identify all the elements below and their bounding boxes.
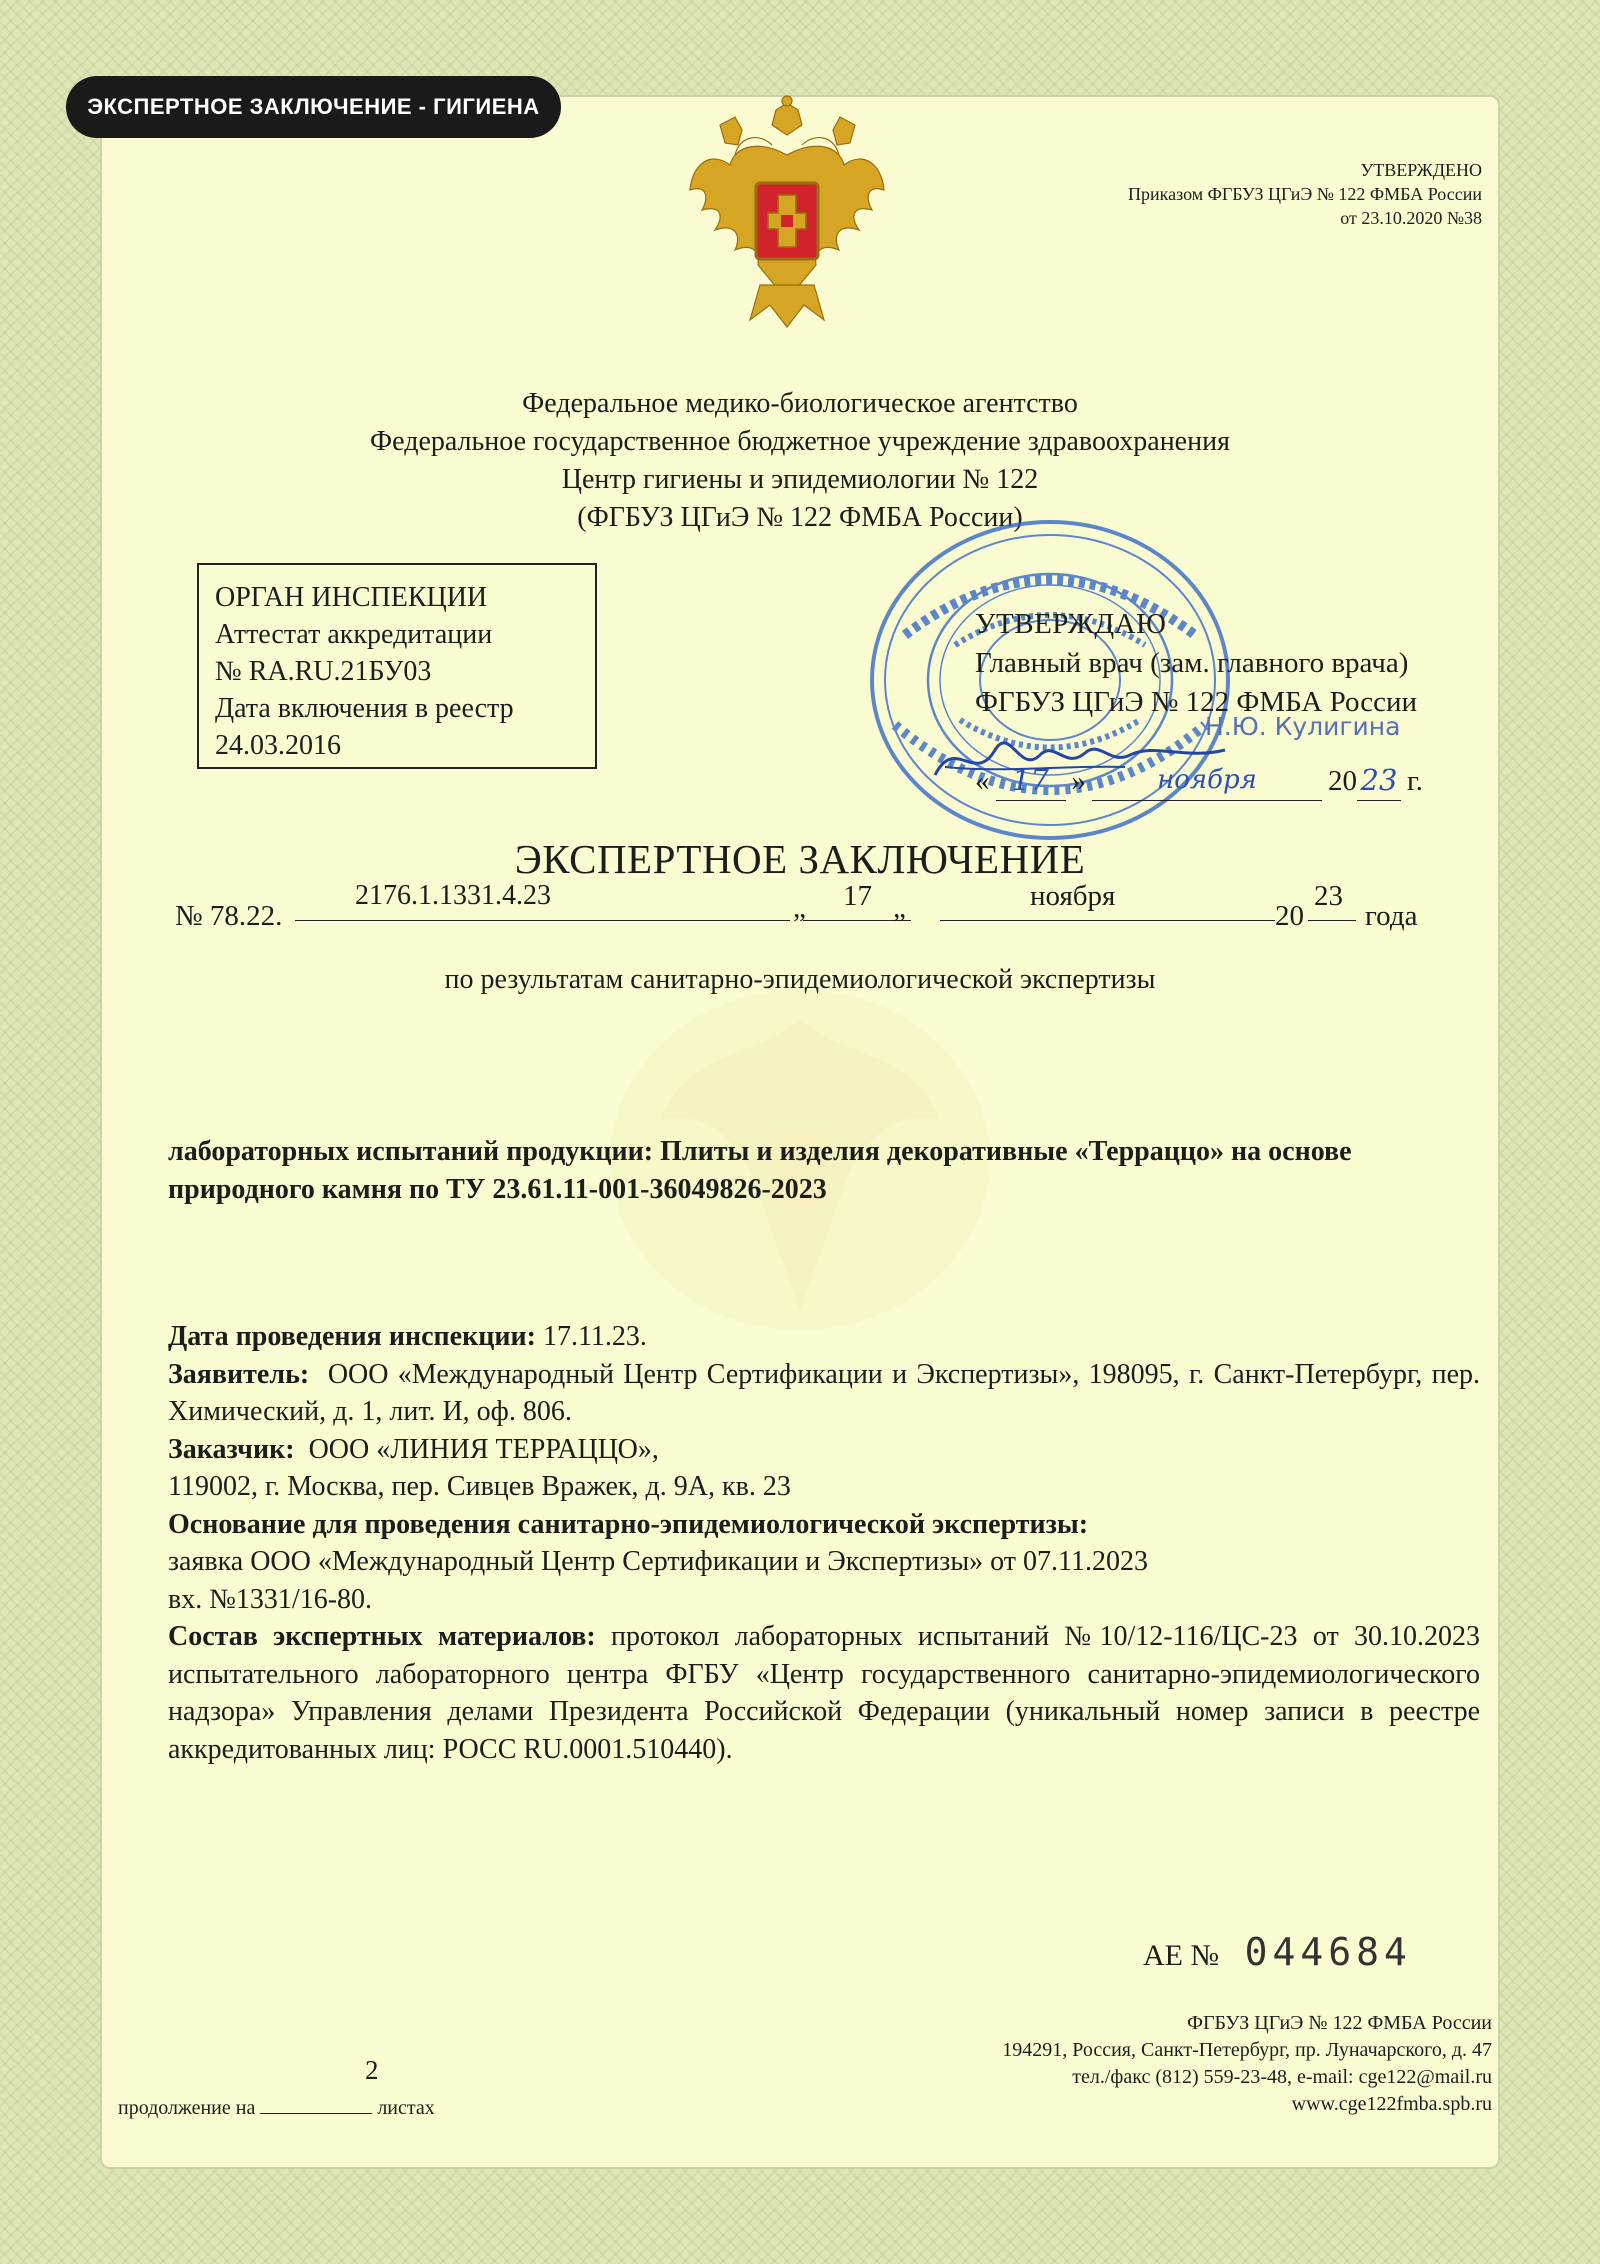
approve-position: Главный врач (зам. главного врача) [975,647,1409,679]
approval-order-line: Приказом ФГБУЗ ЦГиЭ № 122 ФМБА России [1128,184,1482,204]
inspection-date-value: 17.11.23. [542,1321,647,1352]
serial-label: АЕ № [1143,1939,1220,1972]
registry-date-label: Дата включения в реестр [215,693,514,724]
number-prefix: № 78.22. [175,900,283,932]
org-line-4: (ФГБУЗ ЦГиЭ № 122 ФМБА России) [577,502,1023,533]
approval-order-date: от 23.10.2020 №38 [1340,208,1482,228]
serial-value: 044684 [1244,1930,1412,1974]
document-day: 17 [843,880,872,912]
footer-phone-email: тел./факс (812) 559-23-48, e-mail: cge122@mail.ru [1072,2066,1492,2088]
org-line-2: Федеральное государственное бюджетное учреждение здравоохранения [370,426,1230,457]
footer-contacts [1002,2010,1492,2118]
inspection-body-box [197,563,597,769]
product-description: лабораторных испытаний продукции: Плиты и изделия декоративные «Терраццо» на основе природного камня по ТУ 23.61.11-001-36049826-2023 [168,1136,1352,1205]
basis-label: Основание для проведения санитарно-эпидемиологической экспертизы: [168,1508,1089,1540]
basis-value: заявка ООО «Международный Центр Сертификации и Экспертизы» от 07.11.2023 [168,1546,1148,1577]
footer-address: 194291, Россия, Санкт-Петербург, пр. Луначарского, д. 47 [1002,2039,1492,2061]
document-subtitle: по результатам санитарно-эпидемиологической экспертизы [444,964,1156,995]
document-year: 23 [1314,880,1343,912]
document-number-line [175,880,1435,940]
approve-quote-open: « [975,765,990,797]
accreditation-label: Аттестат аккредитации [215,619,493,650]
year-suffix: года [1365,900,1418,932]
applicant-label: Заявитель: [168,1358,310,1390]
approve-day: 17 [996,761,1066,801]
inspection-date-label: Дата проведения инспекции: [168,1321,536,1352]
continuation-pages: 2 [365,2055,379,2085]
materials-value: протокол лабораторных испытаний №10/12-116/ЦС-23 от 30.10.2023 испытательного лабораторного центра ФГБУ «Центр государственного санитарно-эпидемиологического надзора» Управления делами Президента Российской Федерации (уникальный номер записи в реестре аккредитованных лиц: РОСС RU.0001.510440). [168,1621,1480,1765]
continuation-suffix: листах [377,2097,435,2119]
document-type-badge: ЭКСПЕРТНОЕ ЗАКЛЮЧЕНИЕ - ГИГИЕНА [66,76,561,138]
approve-year: 23 [1357,761,1401,801]
approve-organization: ФГБУЗ ЦГиЭ № 122 ФМБА России [975,686,1417,718]
approve-year-suffix: г. [1407,765,1423,797]
customer-row [168,1431,1480,1469]
applicant-row [168,1356,1480,1431]
continuation-prefix: продолжение на [118,2097,256,2119]
accreditation-number: № RA.RU.21БУ03 [215,656,432,687]
approval-order-block [1128,158,1482,230]
basis-row [168,1506,1480,1544]
document-title: ЭКСПЕРТНОЕ ЗАКЛЮЧЕНИЕ [514,836,1086,882]
inspection-date-row [168,1318,1480,1356]
inspection-title: ОРГАН ИНСПЕКЦИИ [215,582,488,613]
document-month: ноября [1030,880,1116,912]
applicant-value: ООО «Международный Центр Сертификации и Экспертизы», 198095, г. Санкт-Петербург, пер. Химический, д. 1, лит. И, оф. 806. [168,1358,1481,1427]
customer-address: 119002, г. Москва, пер. Сивцев Вражек, д. 9А, кв. 23 [168,1471,791,1502]
basis-value-2: вх. №1331/16-80. [168,1583,373,1615]
approval-order-title: УТВЕРЖДЕНО [1360,160,1482,180]
signatory-name-stamp: Н.Ю. Кулигина [1205,712,1401,741]
org-line-3: Центр гигиены и эпидемиологии № 122 [561,464,1039,495]
approve-quote-close: » [1071,765,1086,797]
customer-value: ООО «ЛИНИЯ ТЕРРАЦЦО», [308,1433,659,1465]
footer-org: ФГБУЗ ЦГиЭ № 122 ФМБА России [1187,2012,1492,2034]
continuation-note [118,2055,435,2120]
materials-row [168,1618,1480,1768]
date-quote-open: „ [793,892,806,924]
document-number: 2176.1.1331.4.23 [355,880,551,911]
date-quote-close: „ [893,892,906,924]
org-line-1: Федеральное медико-биологическое агентство [522,388,1078,419]
organization-header [0,385,1600,537]
eagle-emblem-icon [680,95,895,335]
customer-label: Заказчик: [168,1433,295,1465]
footer-website: www.cge122fmba.spb.ru [1291,2093,1492,2115]
serial-number [1143,1930,1412,1974]
approve-year-prefix: 20 [1328,765,1357,797]
registry-date: 24.03.2016 [215,730,341,761]
materials-label: Состав экспертных материалов: [168,1621,596,1652]
year-prefix: 20 [1275,900,1304,932]
approve-title: УТВЕРЖДАЮ [975,608,1167,640]
inspection-details [168,1318,1480,1768]
approve-month: ноября [1092,761,1322,801]
continuation-underline [260,2113,372,2114]
